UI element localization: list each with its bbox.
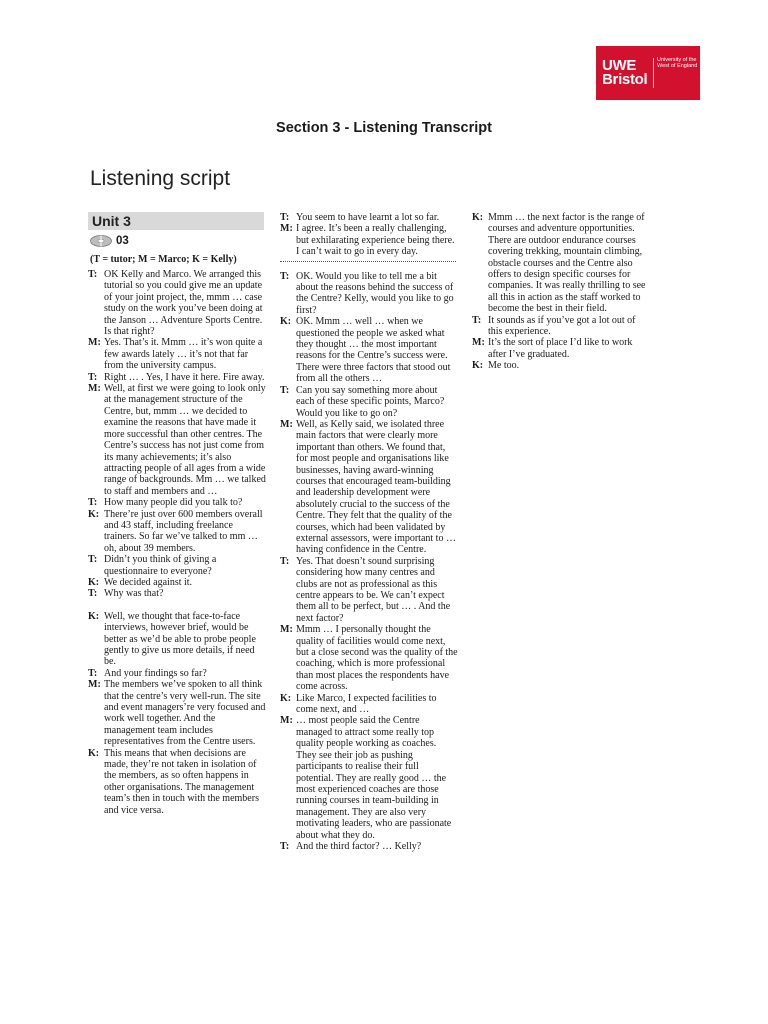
dialogue-text: Me too. bbox=[488, 360, 520, 372]
dialogue-text: The members we’ve spoken to all think that the centre’s very well-run. The site and event managers’re very focused and work well together. And the management team includes representatives from the Centre users. bbox=[104, 679, 266, 748]
speaker-label: M: bbox=[280, 223, 293, 235]
dialogue-turn bbox=[88, 383, 266, 497]
dialogue-turn bbox=[472, 360, 650, 371]
speaker-label: T: bbox=[88, 371, 98, 383]
dialogue-turn bbox=[280, 385, 458, 419]
dialogue-turn bbox=[280, 419, 458, 556]
unit-label: Unit 3 bbox=[92, 213, 131, 229]
dialogue-text: This means that when decisions are made, they’re not taken in isolation of the members, as so often happens in other organisations. The management team’s then in touch with the members and vice versa. bbox=[104, 747, 259, 816]
script-title: Listening script bbox=[90, 167, 231, 190]
speaker-label: T: bbox=[280, 555, 290, 567]
dialogue-turn bbox=[88, 337, 266, 371]
dialogue-text: You seem to have learnt a lot so far. bbox=[296, 212, 440, 223]
dialogue-turn bbox=[280, 223, 458, 257]
logo-university-name: University of the West of England bbox=[657, 57, 698, 70]
dialogue-turn bbox=[280, 715, 458, 840]
track-number: 03 bbox=[116, 235, 129, 247]
speaker-label: T: bbox=[88, 497, 98, 509]
dialogue-turn bbox=[280, 316, 458, 384]
dialogue-turn bbox=[280, 212, 458, 223]
dialogue-text: Well, we thought that face-to-face interviews, however brief, would be better as we’d be able to probe people gently to give us more details, if need be. bbox=[104, 610, 256, 668]
dialogue-turn bbox=[280, 556, 458, 624]
unit-header-bar bbox=[88, 212, 264, 230]
dialogue-text: How many people did you talk to? bbox=[104, 497, 243, 509]
speaker-label: K: bbox=[280, 692, 292, 704]
uwe-bristol-logo bbox=[596, 46, 700, 100]
dialogue-turn bbox=[88, 748, 266, 816]
dialogue-text: There’re just over 600 members overall and 43 staff, including freelance trainers. So far we’ve talked to mm … oh, about 39 members. bbox=[104, 508, 263, 554]
dialogue-turn bbox=[280, 693, 458, 716]
speaker-label: T: bbox=[88, 667, 98, 679]
dialogue-text: And your findings so far? bbox=[104, 667, 207, 679]
speaker-label: T: bbox=[280, 270, 290, 282]
logo-wordmark-line1: UWE bbox=[602, 57, 637, 74]
speaker-label: M: bbox=[280, 624, 293, 636]
dialogue-text: Like Marco, I expected facilities to come next, and … bbox=[296, 692, 437, 716]
logo-separator bbox=[653, 58, 654, 88]
dialogue-turn bbox=[280, 624, 458, 692]
dialogue-turn bbox=[88, 577, 266, 588]
speaker-label: T: bbox=[88, 588, 98, 600]
dialogue-text: Mmm … the next factor is the range of courses and adventure opportunities. There are outdoor endurance courses covering trekking, mountain climbing, obstacle courses and the Centre also offers to design specific courses for companies. It was really thrilling to see all this in action as the staff worked to become the best in their field. bbox=[488, 212, 646, 315]
dialogue-text: OK. Would you like to tell me a bit about the reasons behind the success of the Centre? Kelly, would you like to go first? bbox=[296, 270, 454, 316]
dialogue-text: Well, at first we were going to look only at the management structure of the Centre, but, mmm … we decided to examine the reasons that have made it more successful than other centres. The Centre’s success has not just come from its many achievements; it’s also attracting people of all ages from a wide range of backgrounds. Mm … we talked to staff and members and … bbox=[104, 383, 266, 497]
dialogue-turn bbox=[280, 271, 458, 317]
speaker-label: M: bbox=[88, 337, 101, 349]
speaker-label: T: bbox=[88, 269, 98, 280]
speaker-label: K: bbox=[472, 360, 484, 372]
dialogue-text: I agree. It’s been a really challenging, but exhilarating experience being there. I can’t wait to go in every day. bbox=[296, 223, 455, 258]
dialogue-turn bbox=[472, 315, 650, 338]
dialogue-text: Mmm … I personally thought the quality of facilities would come next, but a close second was the quality of the coaching, which is more professional than most places the respondents have come across. bbox=[296, 624, 458, 693]
dialogue-text: Yes. That’s it. Mmm … it’s won quite a few awards lately … it’s not that far from the university campus. bbox=[104, 337, 263, 372]
dialogue-text: Didn’t you think of giving a questionnaire to everyone? bbox=[104, 554, 217, 577]
dialogue-text: OK Kelly and Marco. We arranged this tutorial so you could give me an update of your joint project, the, mmm … case study on the work you’ve been doing at the Janson … Adventure Sports Centre. Is that right? bbox=[104, 269, 263, 338]
dialogue-turn bbox=[88, 668, 266, 679]
speaker-label: K: bbox=[88, 610, 100, 622]
dialogue-text: Yes. That doesn’t sound surprising considering how many centres and clubs are not as professional as this centre appears to be. We can’t expect them all to be perfect, but … . And the next factor? bbox=[296, 555, 451, 624]
spacer bbox=[88, 600, 266, 611]
transcript-column-1 bbox=[88, 269, 266, 816]
dialogue-text: Right … . Yes, I have it here. Fire away. bbox=[104, 371, 265, 383]
dialogue-turn bbox=[472, 212, 650, 315]
dialogue-text: Can you say something more about each of these specific points, Marco? Would you like to go on? bbox=[296, 384, 445, 419]
section-title: Section 3 - Listening Transcript bbox=[276, 120, 492, 136]
dialogue-turn bbox=[88, 269, 266, 337]
dialogue-text: It’s the sort of place I’d like to work after I’ve graduated. bbox=[488, 337, 633, 360]
speaker-label: M: bbox=[88, 383, 101, 395]
dialogue-turn bbox=[88, 588, 266, 599]
speaker-label: M: bbox=[280, 715, 293, 727]
speaker-label: T: bbox=[280, 384, 290, 396]
dialogue-text: We decided against it. bbox=[104, 576, 193, 588]
logo-wordmark-line2: Bristol bbox=[602, 71, 648, 88]
speaker-label: T: bbox=[472, 314, 482, 326]
speaker-label: K: bbox=[280, 316, 292, 328]
dotted-divider bbox=[280, 261, 456, 262]
speaker-label: K: bbox=[88, 747, 100, 759]
dialogue-text: It sounds as if you’ve got a lot out of this experience. bbox=[488, 314, 636, 338]
speaker-key: (T = tutor; M = Marco; K = Kelly) bbox=[90, 254, 237, 265]
transcript-column-2 bbox=[280, 212, 458, 852]
dialogue-text: … most people said the Centre managed to attract some really top quality people working as coaches. They see their job as pushing participants to realise their full potential. They are really good … the most experienced coaches are those running courses in team-building in management. They are also very motivating leaders, who are passionate about what they do. bbox=[296, 715, 452, 841]
dialogue-text: Well, as Kelly said, we isolated three main factors that were clearly more important than others. We found that, for most people and organisations like businesses, having award-winning courses that encouraged team-building and leadership development were absolutely crucial to the success of the Centre. They felt that the quality of the courses, which had been validated by external assessors, were important to … having confidence in the Centre. bbox=[296, 418, 456, 556]
dialogue-turn bbox=[88, 554, 266, 577]
dialogue-turn bbox=[88, 611, 266, 668]
logo-wordmark bbox=[602, 59, 647, 87]
dialogue-text: And the third factor? … Kelly? bbox=[296, 840, 422, 852]
audio-cd-icon bbox=[90, 235, 112, 247]
speaker-label: K: bbox=[88, 576, 100, 588]
dialogue-turn bbox=[472, 337, 650, 360]
transcript-column-3 bbox=[472, 212, 650, 372]
dialogue-text: OK. Mmm … well … when we questioned the people we asked what they thought … the most important reasons for the Centre’s success were. There were three factors that stood out from all the others … bbox=[296, 316, 451, 385]
speaker-label: M: bbox=[280, 418, 293, 430]
dialogue-turn bbox=[88, 497, 266, 508]
speaker-label: K: bbox=[88, 508, 100, 520]
dialogue-turn bbox=[88, 679, 266, 747]
dialogue-turn bbox=[88, 372, 266, 383]
dialogue-turn bbox=[88, 509, 266, 555]
dialogue-turn bbox=[280, 841, 458, 852]
speaker-label: T: bbox=[88, 554, 98, 566]
speaker-label: T: bbox=[280, 212, 290, 223]
speaker-label: T: bbox=[280, 840, 290, 852]
speaker-label: K: bbox=[472, 212, 484, 223]
speaker-label: M: bbox=[472, 337, 485, 349]
speaker-label: M: bbox=[88, 679, 101, 691]
dialogue-text: Why was that? bbox=[104, 588, 164, 600]
